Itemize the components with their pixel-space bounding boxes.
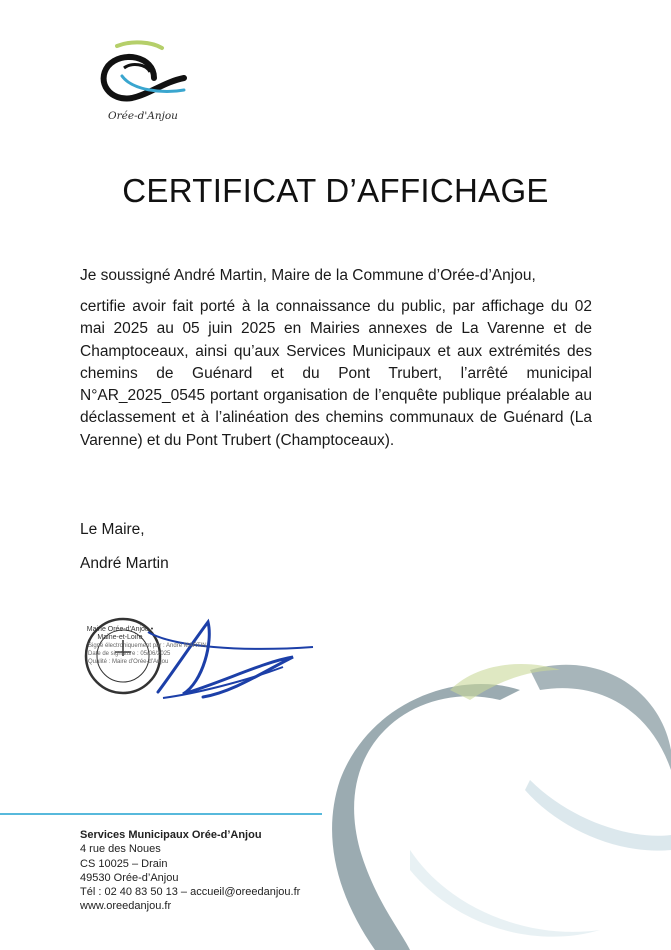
official-stamp (83, 612, 323, 712)
stamp-ring-text: Mairie Orée-d'Anjou • Maine-et-Loire (86, 626, 154, 641)
stamp-line-2: Date de signature : 05/06/2025 (88, 651, 171, 657)
footer-address-2: CS 10025 – Drain (80, 857, 168, 870)
document-title: CERTIFICAT D’AFFICHAGE (122, 172, 549, 209)
stamp-line-1: Signé électroniquement par : André MARTIN (88, 643, 207, 649)
intro-paragraph: Je soussigné André Martin, Maire de la Commune d’Orée-d’Anjou, (80, 267, 536, 284)
signature-name: André Martin (80, 555, 169, 572)
footer-contact: Tél : 02 40 83 50 13 – accueil@oreedanjou.fr (80, 886, 301, 899)
footer-address-3: 49530 Orée-d’Anjou (80, 871, 179, 884)
footer-address-1: 4 rue des Noues (80, 843, 161, 856)
stamp-line-3: Qualité : Maire d'Orée-d'Anjou (88, 659, 169, 665)
signature-title: Le Maire, (80, 521, 145, 538)
footer-address (80, 828, 300, 914)
logo-text: Orée-d'Anjou (108, 110, 178, 122)
footer-website[interactable]: www.oreedanjou.fr (80, 900, 172, 913)
body-paragraph: certifie avoir fait porté à la connaissance du public, par affichage du 02 mai 2025 au 05 juin 2025 en Mairies annexes de La Varenne et de Champtoceaux, ainsi qu’aux Services Municipaux et aux extrémités des chemins de Guénard et du Pont Trubert, l’arrêté municipal N°AR_2025_0545 portant organisation de l’enquête publique préalable au déclassement et à l’alinéation des chemins communaux de Guénard (La Varenne) et du Pont Trubert (Champtoceaux). (80, 298, 592, 449)
decorative-swoosh (300, 520, 671, 950)
footer-org: Services Municipaux Orée-d’Anjou (80, 829, 262, 841)
footer-divider (0, 813, 322, 815)
